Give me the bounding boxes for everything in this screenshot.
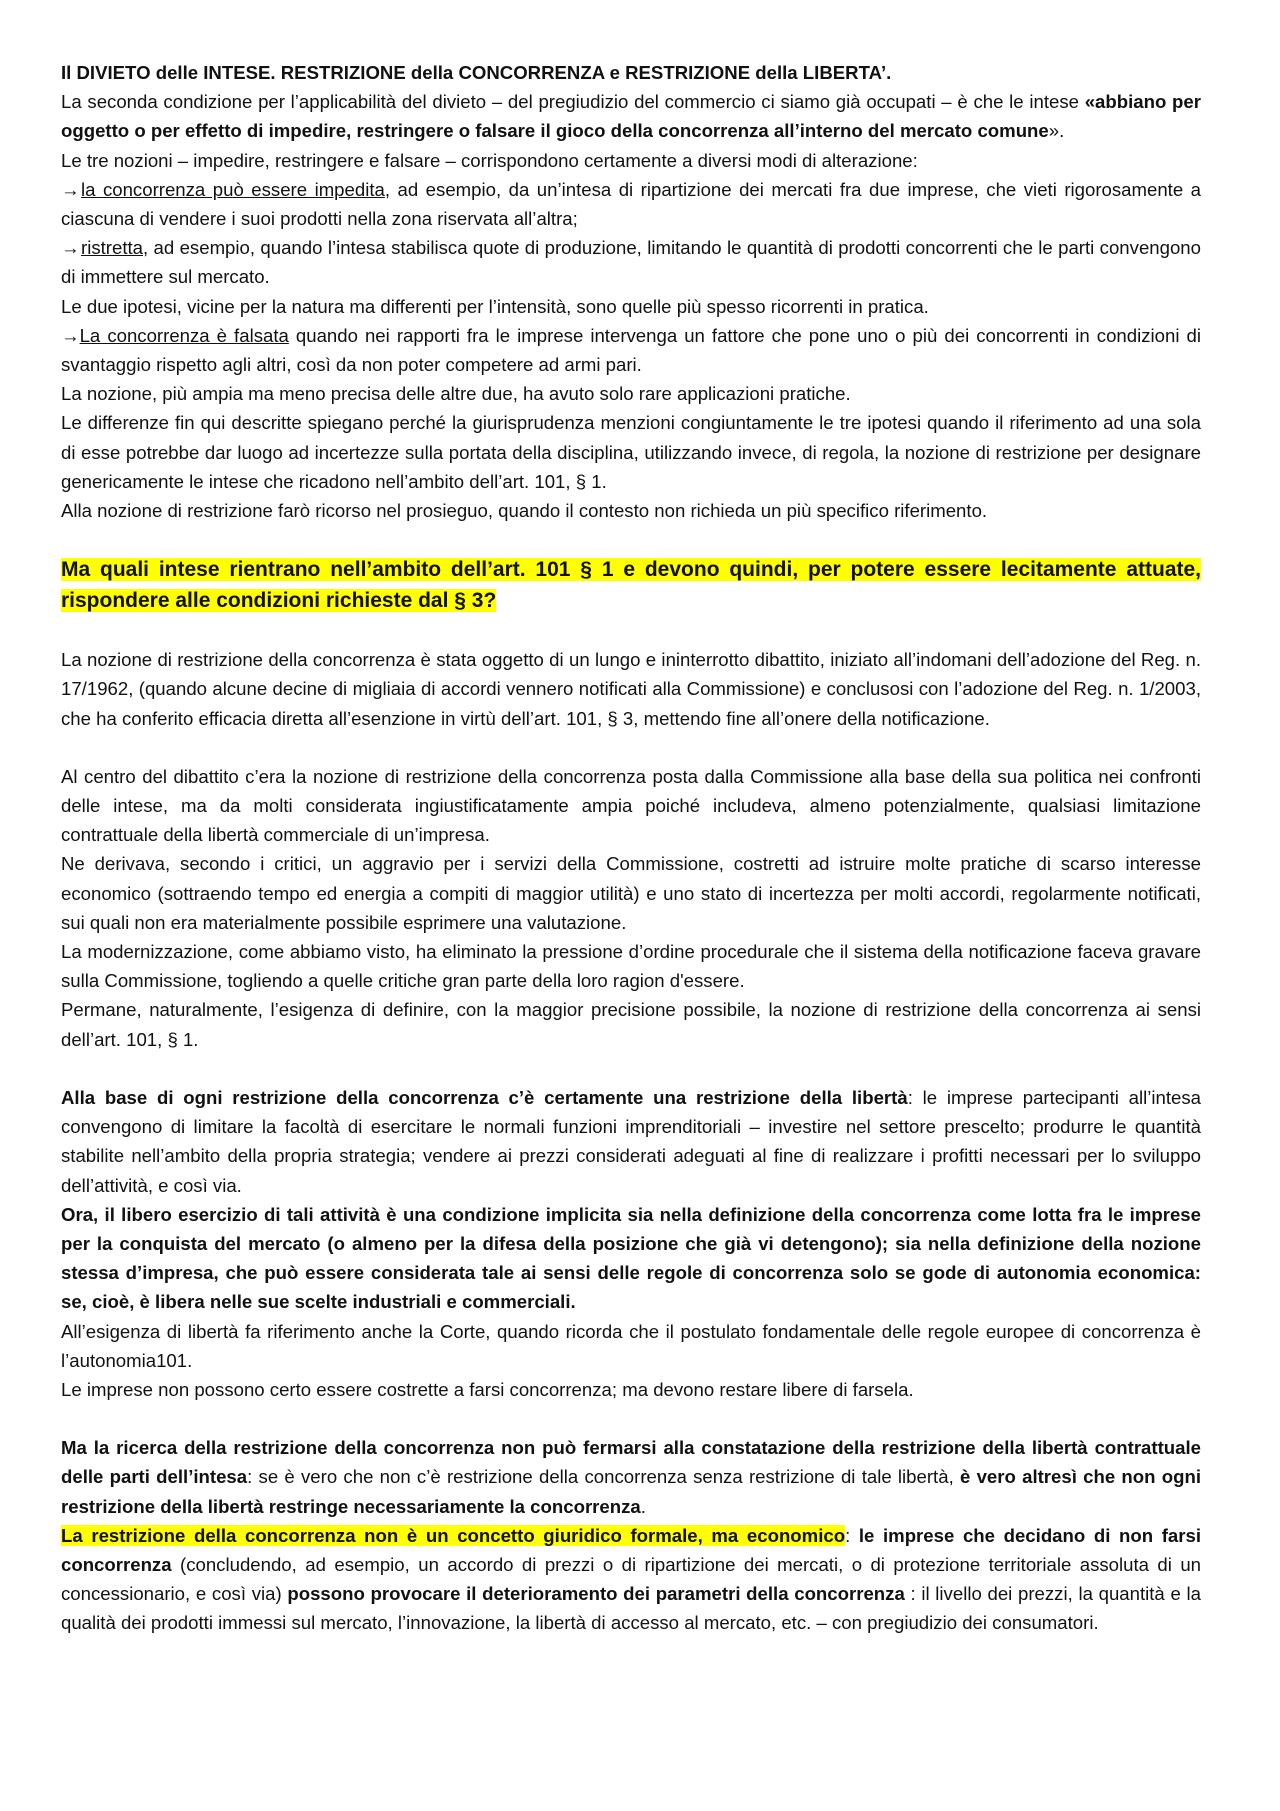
paragraph-nozione: La nozione, più ampia ma meno precisa delle altre due, ha avuto solo rare applicazioni pratiche. xyxy=(61,383,851,405)
text: : se è vero che non c’è restrizione della concorrenza senza restrizione di tale libertà, xyxy=(247,1466,960,1488)
bold-text: è vero altresì che non ogni restrizione della libertà restringe necessariamente la concorrenza xyxy=(61,1466,1201,1517)
spacer xyxy=(61,733,1201,762)
document-page xyxy=(61,58,1201,1638)
bold-text: le imprese che decidano di non farsi concorrenza xyxy=(61,1524,1201,1575)
bold-text: possono provocare il deterioramento dei parametri della concorrenza xyxy=(287,1583,905,1605)
text: quando nei rapporti fra le imprese intervenga un fattore che pone uno o più dei concorrenti in condizioni di svantaggio rispetto agli altri, così da non poter competere ad armi pari. xyxy=(61,324,1201,376)
underlined-term: La concorrenza è falsata xyxy=(79,324,289,346)
text: La seconda condizione per l’applicabilità del divieto – del pregiudizio del commercio ci siamo già occupati – è che le intese xyxy=(61,91,1085,113)
highlighted-question xyxy=(61,554,1201,616)
text: , ad esempio, quando l’intesa stabilisca quote di produzione, limitando le quantità di prodotti concorrenti che le parti convengono di immettere sul mercato. xyxy=(61,237,1201,288)
paragraph-ricorso: Alla nozione di restrizione farò ricorso nel prosieguo, quando il contesto non richieda un più specifico riferimento. xyxy=(61,500,988,522)
bold-text: Alla base di ogni restrizione della concorrenza c’è certamente una restrizione della libertà xyxy=(61,1086,908,1108)
document-title: Il DIVIETO delle INTESE. RESTRIZIONE della CONCORRENZA e RESTRIZIONE della LIBERTA’. xyxy=(61,62,892,83)
paragraph-conditions xyxy=(61,87,1201,145)
text: , ad esempio, da un’intesa di ripartizione dei mercati fra due imprese, che vieti rigorosamente a ciascuna di vendere i suoi prodotti nella zona riservata all’altra; xyxy=(61,178,1201,230)
paragraph-imprese: Le imprese non possono certo essere costrette a farsi concorrenza; ma devono restare libere di farsela. xyxy=(61,1378,914,1400)
paragraph-libero-esercizio: Ora, il libero esercizio di tali attività è una condizione implicita sia nella definizione della concorrenza come lotta fra le imprese per la conquista del mercato (o almeno per la difesa della posizione che già vi detengono); sia nella definizione della nozione stessa d’impresa, che può essere considerata tale ai sensi delle regole di concorrenza solo se gode di autonomia economica: se, cioè, è libera nelle sue scelte industriali e commerciali. xyxy=(61,1203,1201,1313)
bullet-falsata xyxy=(61,321,1201,379)
paragraph-base-restrizione xyxy=(61,1083,1201,1200)
paragraph-three-notions: Le tre nozioni – impedire, restringere e falsare – corrispondono certamente a diversi modi di alterazione: xyxy=(61,149,918,171)
text: : le imprese partecipanti all’intesa convengono di limitare la facoltà di esercitare le normali funzioni imprenditoriali – investire nel settore prescelto; produrre le quantità stabilite nell’ambito della propria strategia; vendere ai prezzi considerati adeguati al fine di realizzare i profitti necessari per lo sviluppo dell’attività, e così via. xyxy=(61,1086,1201,1196)
bullet-ristretta xyxy=(61,233,1201,291)
question-text: Ma quali intese rientrano nell’ambito dell’art. 101 § 1 e devono quindi, per potere essere lecitamente attuate, rispondere alle condizioni richieste dal § 3? xyxy=(61,558,1201,613)
text: (concludendo, ad esempio, un accordo di prezzi o di ripartizione dei mercati, o di protezione territoriale assoluta di un concessionario, e così via) xyxy=(61,1553,1201,1605)
arrow-icon: → xyxy=(61,324,80,346)
paragraph-critici: Ne derivava, secondo i critici, un aggravio per i servizi della Commissione, costretti ad istruire molte pratiche di scarso interesse economico (sottraendo tempo ed energia a compiti di maggior utilità) e uno stato di incertezza per molti accordi, regolarmente notificati, sui quali non era materialmente possibile esprimere una valutazione. xyxy=(61,853,1201,933)
paragraph-two-hypotheses: Le due ipotesi, vicine per la natura ma differenti per l’intensità, sono quelle più spesso ricorrenti in pratica. xyxy=(61,295,929,317)
paragraph-esigenza: Permane, naturalmente, l’esigenza di definire, con la maggior precisione possibile, la nozione di restrizione della concorrenza ai sensi dell’art. 101, § 1. xyxy=(61,999,1201,1050)
text: : il livello dei prezzi, la quantità e la qualità dei prodotti immessi sul mercato, l’innovazione, la libertà di accesso al mercato, etc. – con pregiudizio dei consumatori. xyxy=(61,1583,1201,1634)
paragraph-ricerca xyxy=(61,1433,1201,1521)
paragraph-centro-dibattito: Al centro del dibattito c’era la nozione di restrizione della concorrenza posta dalla Commissione alla base della sua politica nei confronti delle intese, ma da molti considerata ingiustificatamente ampia poiché includeva, almeno potenzialmente, qualsiasi limitazione contrattuale della libertà commerciale di un’impresa. xyxy=(61,765,1201,846)
spacer xyxy=(61,616,1201,645)
arrow-icon: → xyxy=(61,178,80,200)
paragraph-differenze: Le differenze fin qui descritte spiegano perché la giurisprudenza menzioni congiuntamente le tre ipotesi quando il riferimento ad una sola di esse potrebbe dar luogo ad incertezze sulla portata della disciplina, utilizzando invece, di regola, la nozione di restrizione per designare genericamente le intese che ricadono nell’ambito dell’art. 101, § 1. xyxy=(61,412,1201,492)
paragraph-concetto-economico xyxy=(61,1521,1201,1638)
paragraph-modernizzazione: La modernizzazione, come abbiamo visto, ha eliminato la pressione d’ordine procedurale che il sistema della notificazione faceva gravare sulla Commissione, togliendo a quelle critiche gran parte della loro ragion d'essere. xyxy=(61,941,1201,992)
bold-text: Ma la ricerca della restrizione della concorrenza non può fermarsi alla constatazione della restrizione della libertà contrattuale delle parti dell’intesa xyxy=(61,1437,1201,1488)
spacer xyxy=(61,1404,1201,1433)
text: : xyxy=(845,1524,859,1546)
paragraph-corte: All’esigenza di libertà fa riferimento anche la Corte, quando ricorda che il postulato fondamentale delle regole europee di concorrenza è l’autonomia101. xyxy=(61,1320,1201,1371)
paragraph-dibattito: La nozione di restrizione della concorrenza è stata oggetto di un lungo e ininterrotto dibattito, iniziato all’indomani dell’adozione del Reg. n. 17/1962, (quando alcune decine di migliaia di accordi vennero notificati alla Commissione) e conclusosi con l’adozione del Reg. n. 1/2003, che ha conferito efficacia diretta all’esenzione in virtù dell’art. 101, § 3, mettendo fine all’onere della notificazione. xyxy=(61,649,1201,729)
underlined-term: ristretta xyxy=(81,237,143,259)
highlighted-text: La restrizione della concorrenza non è un concetto giuridico formale, ma economico xyxy=(61,1524,846,1546)
spacer xyxy=(61,1054,1201,1083)
arrow-icon: → xyxy=(61,237,80,259)
bullet-impedita xyxy=(61,175,1201,233)
spacer xyxy=(61,525,1201,554)
underlined-term: la concorrenza può essere impedita xyxy=(81,178,385,200)
quote-bold: «abbiano per oggetto o per effetto di impedire, restringere o falsare il gioco della concorrenza all’interno del mercato comune xyxy=(61,91,1201,142)
text: ». xyxy=(1048,120,1065,142)
text: . xyxy=(640,1495,646,1517)
